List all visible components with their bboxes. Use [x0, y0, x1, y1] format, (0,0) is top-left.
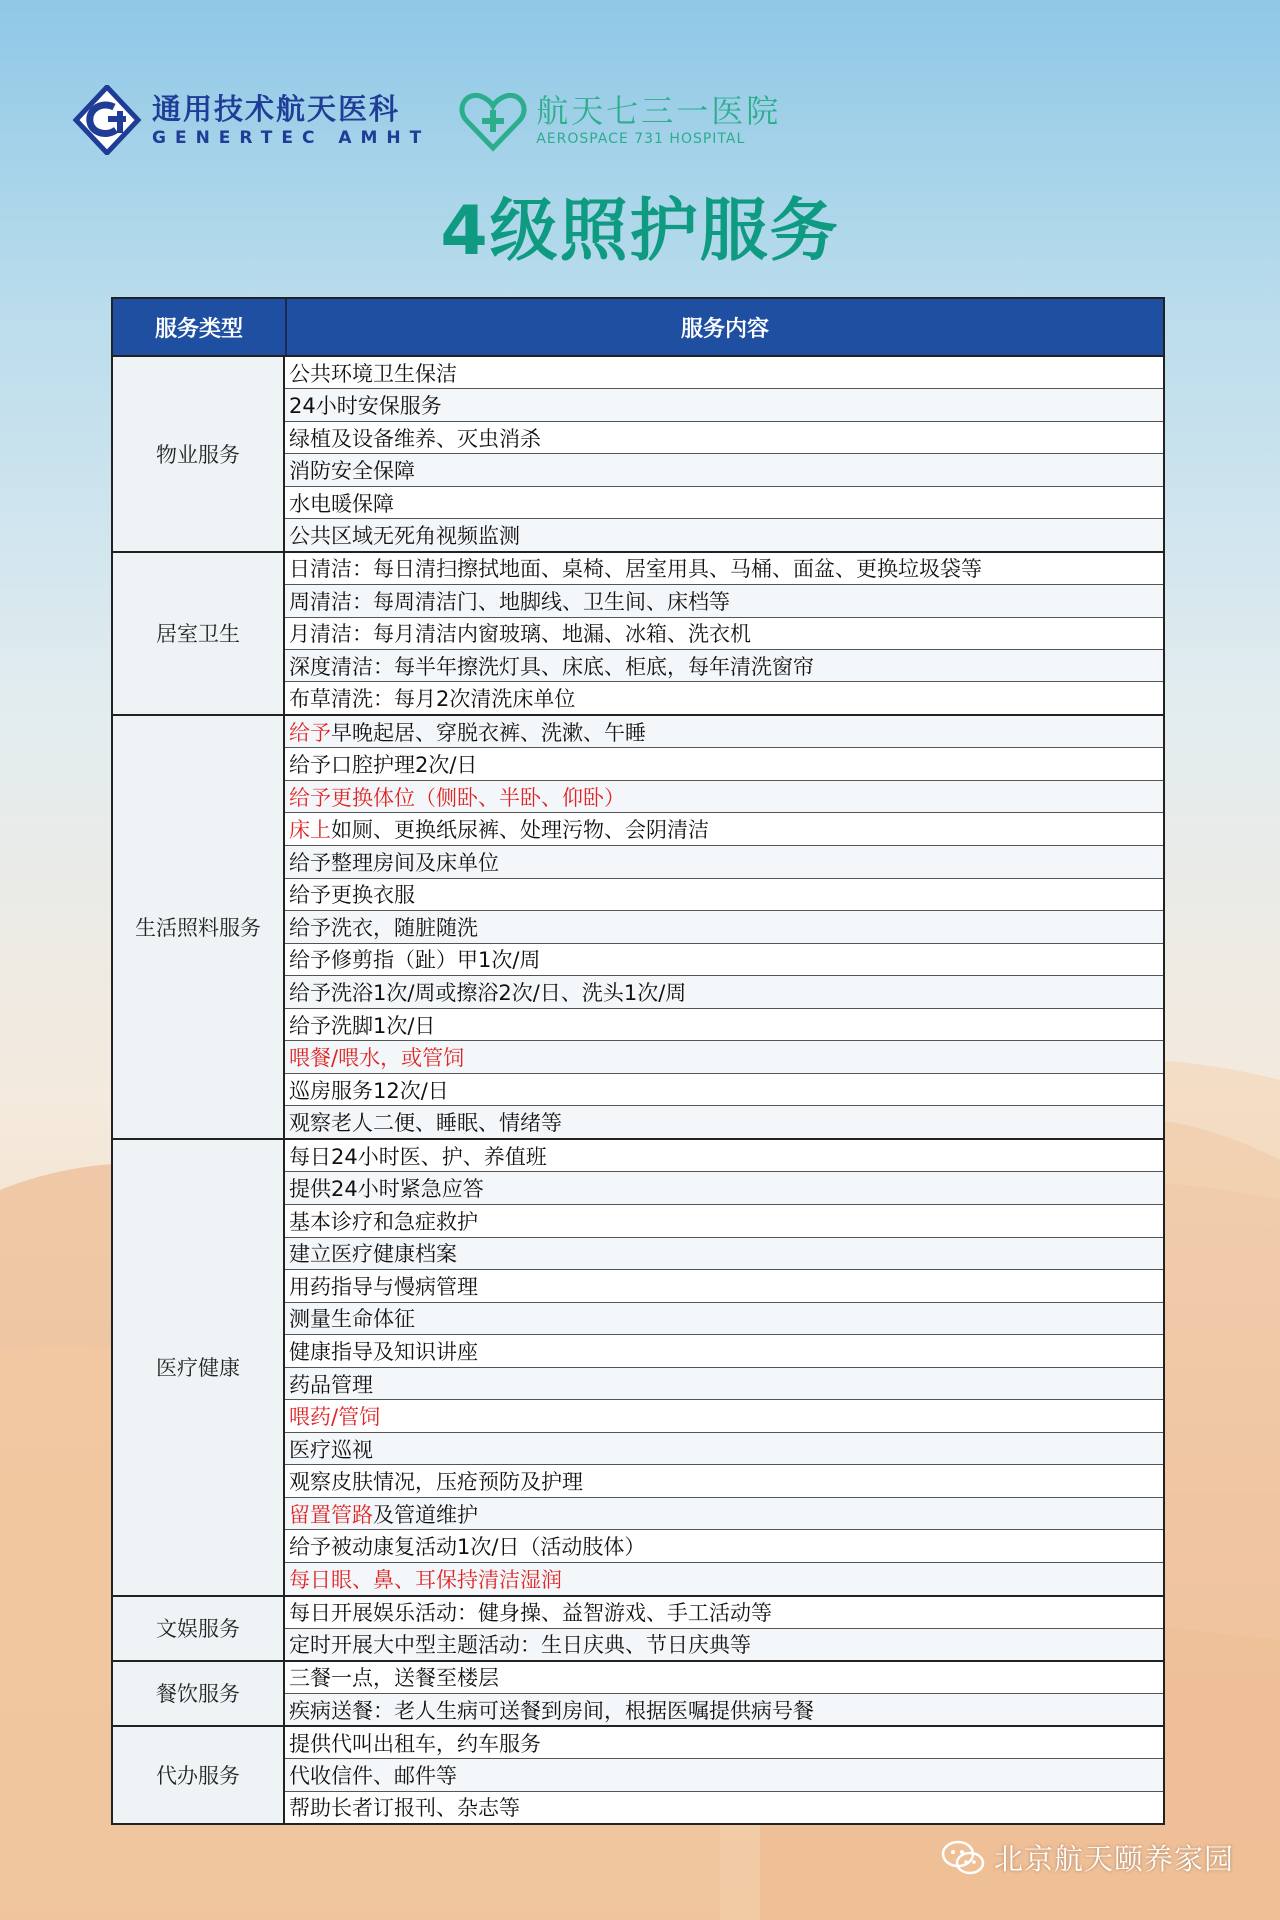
service-group: [113, 1725, 1163, 1823]
table-row: [285, 878, 1163, 911]
highlight-text: 给予更换体位（侧卧、半卧、仰卧）: [289, 785, 625, 810]
table-row: [285, 649, 1163, 681]
table-row: [285, 1171, 1163, 1204]
service-text: 给予洗浴1次/周或擦浴2次/日、洗头1次/周: [289, 980, 687, 1005]
table-row: [285, 584, 1163, 616]
highlight-text: 给予: [289, 720, 331, 745]
table-row: [285, 1367, 1163, 1400]
table-row: [285, 1073, 1163, 1106]
service-text: 代收信件、邮件等: [289, 1764, 457, 1788]
heart-cross-icon: [458, 88, 528, 152]
header-service-content: 服务内容: [680, 316, 769, 342]
service-text: 给予口腔护理2次/日: [289, 753, 478, 778]
service-items: [285, 1140, 1163, 1595]
table-row: [285, 1432, 1163, 1465]
service-text: 定时开展大中型主题活动：生日庆典、节日庆典等: [289, 1633, 751, 1658]
table-row: [285, 975, 1163, 1008]
table-row: [285, 357, 1163, 388]
service-text: 及管道维护: [373, 1502, 478, 1527]
service-group: [113, 714, 1163, 1138]
table-row: [285, 486, 1163, 518]
table-row: [285, 1105, 1163, 1138]
service-category: 文娱服务: [113, 1597, 285, 1660]
service-category: 医疗健康: [113, 1140, 285, 1595]
service-text: 观察皮肤情况，压疮预防及护理: [289, 1470, 583, 1495]
service-text: 月清洁：每月清洁内窗玻璃、地漏、冰箱、洗衣机: [289, 622, 751, 647]
service-group: [113, 1660, 1163, 1725]
service-text: 给予整理房间及床单位: [289, 850, 499, 875]
table-row: [285, 453, 1163, 485]
service-text: 健康指导及知识讲座: [289, 1339, 478, 1364]
table-row: [285, 845, 1163, 878]
table-row: [285, 1399, 1163, 1432]
table-row: [285, 1008, 1163, 1041]
table-row: [285, 518, 1163, 550]
service-text: 布草清洗：每月2次清洗床单位: [289, 687, 576, 712]
table-row: [285, 1758, 1163, 1790]
service-text: 周清洁：每周清洁门、地脚线、卫生间、床档等: [289, 589, 730, 614]
highlight-text: 每日眼、鼻、耳保持清洁湿润: [289, 1567, 562, 1592]
service-text: 日清洁：每日清扫擦拭地面、桌椅、居室用具、马桶、面盆、更换垃圾袋等: [289, 557, 982, 582]
service-items: [285, 1597, 1163, 1660]
table-row: [285, 780, 1163, 813]
watermark-text: 北京航天颐养家园: [993, 1842, 1234, 1876]
service-text: 24小时安保服务: [289, 394, 442, 419]
table-row: [285, 910, 1163, 943]
logo-bar: [72, 80, 781, 160]
service-category: 居室卫生: [113, 553, 285, 714]
table-row: [285, 1727, 1163, 1758]
service-category: 餐饮服务: [113, 1662, 285, 1725]
service-text: 公共区域无死角视频监测: [289, 523, 520, 548]
table-row: [285, 1040, 1163, 1073]
service-text: 基本诊疗和急症救护: [289, 1209, 478, 1234]
service-group: [113, 1138, 1163, 1595]
service-text: 消防安全保障: [289, 459, 415, 484]
table-row: [285, 1140, 1163, 1172]
hospital-name-en: AEROSPACE 731 HOSPITAL: [536, 131, 746, 147]
service-items: [285, 553, 1163, 714]
service-text: 疾病送餐：老人生病可送餐到房间，根据医嘱提供病号餐: [289, 1698, 814, 1723]
table-row: [285, 1302, 1163, 1335]
table-row: [285, 716, 1163, 748]
table-row: [285, 1562, 1163, 1595]
service-table: [111, 297, 1165, 1825]
service-items: [285, 1662, 1163, 1725]
genertec-logo: [72, 85, 430, 155]
service-text: 给予洗衣，随脏随洗: [289, 915, 478, 940]
service-text: 巡房服务12次/日: [289, 1078, 449, 1103]
table-row: [285, 1662, 1163, 1693]
wechat-icon: [940, 1838, 986, 1878]
service-category: 物业服务: [113, 357, 285, 551]
service-items: [285, 1727, 1163, 1823]
table-row: [285, 1334, 1163, 1367]
service-text: 医疗巡视: [289, 1437, 373, 1462]
service-text: 测量生命体征: [289, 1307, 415, 1332]
highlight-text: 留置管路: [289, 1502, 373, 1527]
table-row: [285, 1237, 1163, 1270]
service-text: 给予被动康复活动1次/日（活动肢体）: [289, 1535, 646, 1560]
table-row: [285, 1693, 1163, 1725]
service-text: 早晚起居、穿脱衣裤、洗漱、午睡: [331, 720, 646, 745]
service-text: 公共环境卫生保洁: [289, 361, 457, 386]
table-row: [285, 1791, 1163, 1823]
table-row: [285, 681, 1163, 713]
table-row: [285, 1597, 1163, 1628]
service-category: 代办服务: [113, 1727, 285, 1823]
genertec-logo-icon: [72, 85, 142, 155]
genertec-name-en: GENERTEC AMHT: [152, 128, 431, 148]
service-group: [113, 1595, 1163, 1660]
service-text: 建立医疗健康档案: [289, 1242, 457, 1267]
watermark: [940, 1837, 1234, 1878]
table-row: [285, 1204, 1163, 1237]
service-text: 绿植及设备维养、灭虫消杀: [289, 426, 541, 451]
table-row: [285, 1497, 1163, 1530]
service-text: 每日24小时医、护、养值班: [289, 1144, 547, 1169]
hospital-logo: [458, 88, 781, 152]
service-text: 如厕、更换纸尿裤、处理污物、会阴清洁: [331, 818, 709, 843]
table-row: [285, 421, 1163, 453]
highlight-text: 床上: [289, 818, 331, 843]
service-items: [285, 357, 1163, 551]
service-text: 每日开展娱乐活动：健身操、益智游戏、手工活动等: [289, 1601, 772, 1626]
service-group: [113, 551, 1163, 714]
service-text: 给予修剪指（趾）甲1次/周: [289, 948, 541, 973]
genertec-name-cn: 通用技术航天医科: [152, 92, 401, 126]
service-text: 三餐一点，送餐至楼层: [289, 1666, 499, 1691]
table-row: [285, 553, 1163, 584]
service-text: 帮助长者订报刊、杂志等: [289, 1796, 520, 1821]
table-row: [285, 617, 1163, 649]
service-text: 提供代叫出租车，约车服务: [289, 1731, 541, 1756]
service-category: 生活照料服务: [113, 716, 285, 1138]
service-items: [285, 716, 1163, 1138]
service-text: 用药指导与慢病管理: [289, 1274, 478, 1299]
table-row: [285, 747, 1163, 780]
service-group: [113, 355, 1163, 551]
service-text: 药品管理: [289, 1372, 373, 1397]
page-title: 4级照护服务: [440, 192, 840, 271]
header-service-type: 服务类型: [113, 299, 287, 355]
service-text: 水电暖保障: [289, 491, 394, 516]
table-row: [285, 1464, 1163, 1497]
highlight-text: 喂药/管饲: [289, 1405, 381, 1430]
service-text: 给予更换衣服: [289, 883, 415, 908]
service-text: 观察老人二便、睡眠、情绪等: [289, 1111, 562, 1136]
table-row: [285, 943, 1163, 976]
highlight-text: 喂餐/喂水，或管饲: [289, 1046, 465, 1071]
table-row: [285, 388, 1163, 420]
table-row: [285, 1529, 1163, 1562]
table-row: [285, 1269, 1163, 1302]
service-text: 深度清洁：每半年擦洗灯具、床底、柜底，每年清洗窗帘: [289, 654, 814, 679]
table-row: [285, 812, 1163, 845]
service-text: 给予洗脚1次/日: [289, 1013, 436, 1038]
table-header: [113, 299, 1163, 355]
hospital-name-cn: 航天七三一医院: [536, 92, 782, 130]
table-row: [285, 1628, 1163, 1660]
service-text: 提供24小时紧急应答: [289, 1177, 484, 1202]
